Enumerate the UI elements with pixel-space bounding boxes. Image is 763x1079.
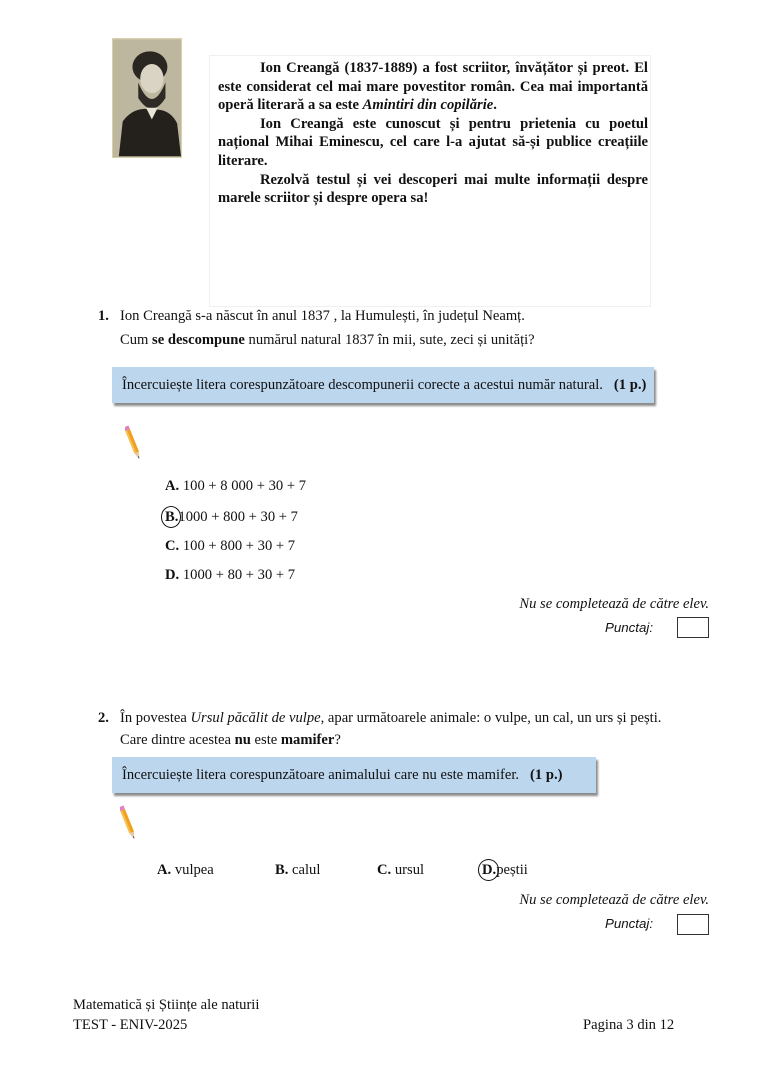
selected-answer-circle: B. [165,509,179,525]
footer-page-number: Pagina 3 din 12 [583,1017,675,1033]
footer-test-code: TEST - ENIV-2025 [73,1017,188,1033]
question-1-text: 1. Ion Creangă s-a născut în anul 1837 , la Humulești, în județul Neamț. Cum se descompune numărul natural 1837 în mii, sute, zeci și unități? [98,308,535,348]
question-1-option-b[interactable]: B.1000 + 800 + 30 + 7 [165,509,298,525]
pencil-icon [125,423,141,461]
intro-text-box [209,55,651,307]
question-2-option-b[interactable]: B. calul [275,862,321,878]
intro-paragraph-2: Ion Creangă este cunoscut și pentru prietenia cu poetul național Mihai Eminescu, cel care l-a ajutat să-și publice creațiile literare. [218,115,648,169]
question-1-option-c[interactable]: C. 100 + 800 + 30 + 7 [165,538,296,554]
portrait-image [113,39,181,157]
question-2-text: 2. În povestea Ursul păcălit de vulpe, apar următoarele animale: o vulpe, un cal, un urs și pești. Care dintre acestea nu este mamifer? [98,710,662,748]
question-number: 2. [98,710,109,726]
question-1-option-a[interactable]: A. 100 + 8 000 + 30 + 7 [165,478,307,494]
question-2-score-box [677,914,709,935]
question-1-instruction: Încercuiește litera corespunzătoare descompunerii corecte a acestui număr natural. (1 p.) [112,367,654,403]
question-1-grader-note: Nu se completează de către elev. [519,596,709,612]
author-portrait [112,38,182,158]
intro-paragraph-3: Rezolvă testul și vei descoperi mai multe informații despre marele scriitor și despre opera sa! [218,171,648,207]
question-2-score-label: Punctaj: [605,916,654,931]
question-1-score-label: Punctaj: [605,620,654,635]
question-2-instruction: Încercuiește litera corespunzătoare animalului care nu este mamifer. (1 p.) [112,757,596,793]
question-1-option-d[interactable]: D. 1000 + 80 + 30 + 7 [165,567,296,583]
pencil-icon [120,803,136,841]
intro-paragraph-1: Ion Creangă (1837-1889) a fost scriitor, învățător și preot. El este considerat cel mai mare povestitor român. Cea mai importantă operă literară a sa este Amintiri din copilărie. [218,60,648,114]
question-number: 1. [98,308,109,324]
question-2-option-c[interactable]: C. ursul [377,862,425,878]
question-2-option-d[interactable]: D.peștii [482,862,528,878]
footer-subject: Matematică și Științe ale naturii [73,997,260,1013]
question-2-grader-note: Nu se completează de către elev. [519,892,709,908]
question-2-option-a[interactable]: A. vulpea [157,862,214,878]
selected-answer-circle: D. [482,862,497,878]
question-1-score-box [677,617,709,638]
